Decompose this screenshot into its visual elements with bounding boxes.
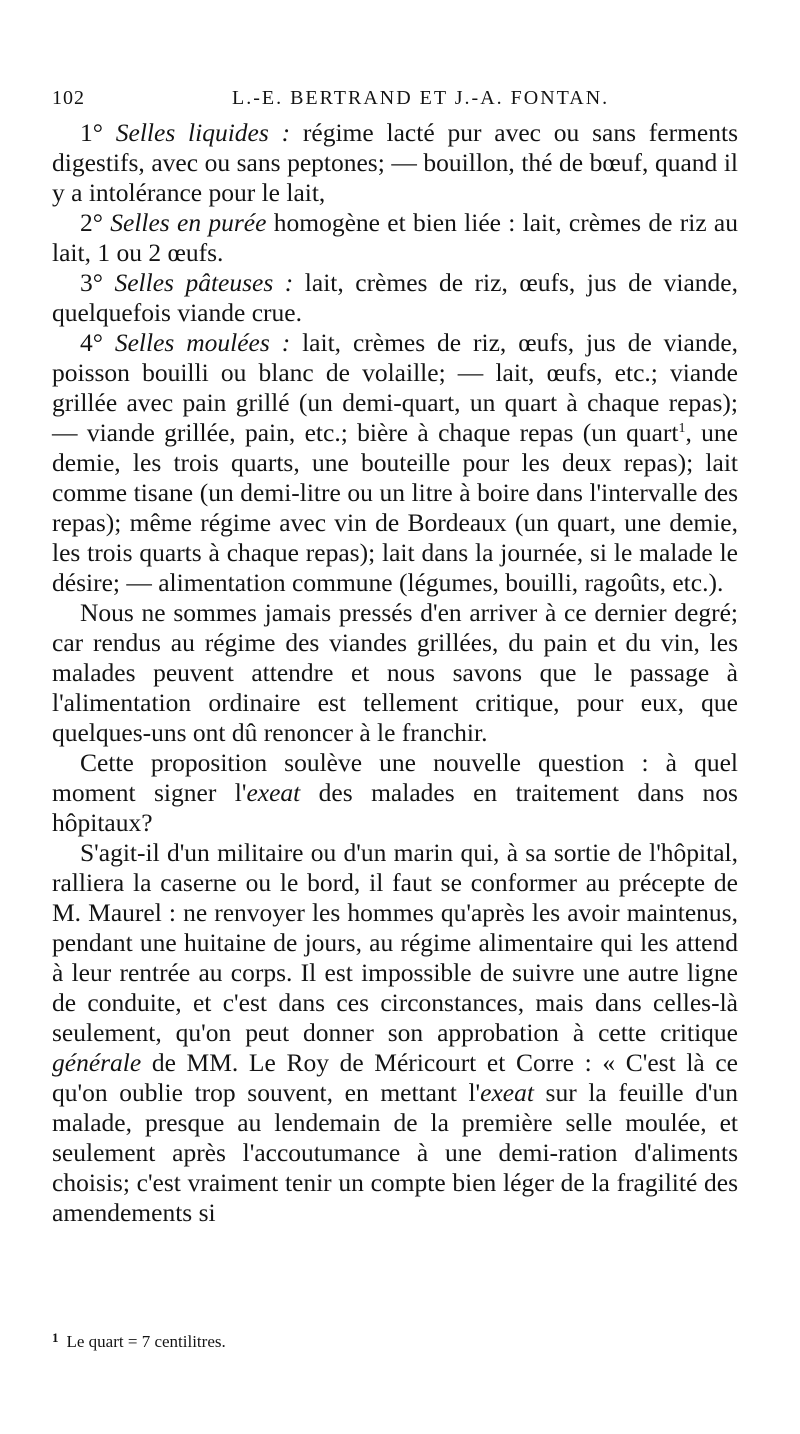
italic-term: générale (52, 1048, 142, 1077)
paragraph-degree: Nous ne sommes jamais pressés d'en arriver à ce dernier degré; car rendus au régime des viandes grillées, du pain et du vin, les malades peuvent attendre et nous savons que le passage à l'alimentation ordinaire est tellement critique, pour eux, que quelques-uns ont dû renoncer à le franchir. (52, 598, 738, 747)
running-header (52, 87, 742, 111)
list-item-puree-stools (52, 208, 738, 268)
text-run: S'agit-il d'un militaire ou d'un marin qui, à sa sortie de l'hôpital, ralliera la caserne ou le bord, il faut se conformer au précepte de M. Maurel : ne renvoyer les hommes qu'après les avoir maintenus, pendant une huitaine de jours, au régime alimentaire qui les attend à leur rentrée au corps. Il est impossible de suivre une autre ligne de conduite, et c'est dans ces circonstances, mais dans celles-là seulement, qu'on peut donner son approbation à cette critique (52, 838, 738, 1047)
italic-term: exeat (480, 1078, 534, 1107)
text-run: de MM. Le Roy de Méricourt et Corre : « C'est là ce qu'on oublie trop souvent, en mettant l' (52, 1048, 738, 1107)
item-text: homogène et bien liée : lait, crèmes de riz au lait, 1 ou 2 œufs. (52, 208, 738, 267)
item-marker: 4° (80, 328, 103, 357)
paragraph-question (52, 748, 738, 838)
item-marker: 1° (80, 118, 103, 147)
item-label: Selles pâteuses : (114, 268, 294, 297)
item-text: lait, crèmes de riz, œufs, jus de viande, quelquefois viande crue. (52, 268, 738, 327)
item-label: Selles liquides : (115, 118, 291, 147)
item-marker: 2° (80, 208, 103, 237)
item-label: Selles en purée (110, 208, 267, 237)
italic-term: exeat (246, 778, 301, 807)
list-item-pasty-stools (52, 268, 738, 328)
text-run: sur la feuille d'un malade, presque au lendemain de la première selle moulée, et seulement après l'accoutumance à une demi-ration d'aliments choisis; c'est vraiment tenir un compte bien léger de la fragilité des amendements si (52, 1078, 738, 1227)
footnote (52, 1327, 742, 1353)
item-label: Selles moulées : (114, 328, 291, 357)
paragraph-military (52, 838, 738, 1228)
page-body (52, 118, 738, 1228)
item-marker: 3° (80, 268, 103, 297)
item-text: , une demie, les trois quarts, une bouteille pour les deux repas); lait comme tisane (un demi-litre ou un litre à boire dans l'intervalle des repas); même régime avec vin de Bordeaux (un quart, une demie, les trois quarts à chaque repas); lait dans la journée, si le malade le désire; — alimentation commune (légumes, bouilli, ragoûts, etc.). (52, 418, 738, 597)
text-run: des malades en traitement dans nos hôpitaux? (52, 778, 738, 837)
footnote-ref[interactable]: 1 (678, 421, 686, 436)
list-item-formed-stools (52, 328, 738, 598)
list-item-liquid-stools (52, 118, 738, 208)
item-text: lait, crèmes de riz, œufs, jus de viande, poisson bouilli ou blanc de volaille; — lait, œufs, etc.; viande grillée avec pain grillé (un demi-quart, un quart à chaque repas); — viande grillée, pain, etc.; bière à chaque repas (un quart (52, 328, 739, 447)
text-run: Cette proposition soulève une nouvelle question : à quel moment signer l' (52, 748, 738, 807)
footnote-text: Le quart = 7 centilitres. (66, 1332, 226, 1351)
page-number: 102 (52, 87, 85, 109)
item-text: régime lacté pur avec ou sans ferments digestifs, avec ou sans peptones; — bouillon, thé de bœuf, quand il y a intolérance pour le lait, (52, 118, 739, 207)
footnote-mark: 1 (52, 1330, 59, 1345)
running-title: L.-E. BERTRAND ET J.-A. FONTAN. (232, 87, 610, 109)
